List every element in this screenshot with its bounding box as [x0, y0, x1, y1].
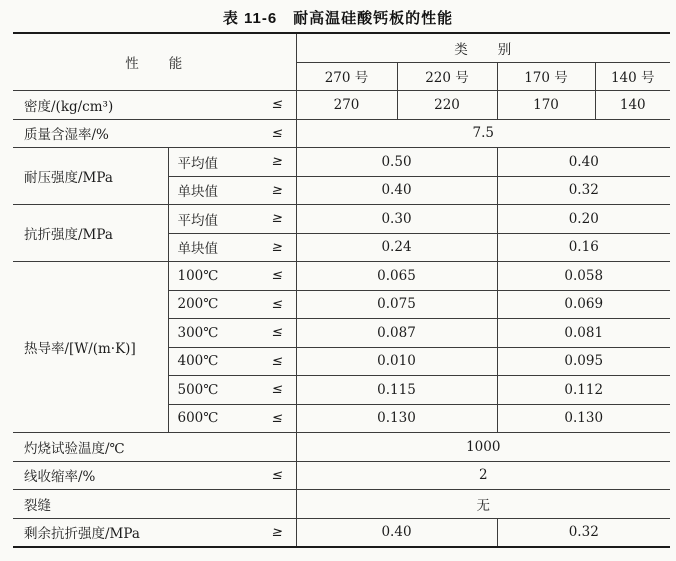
ge-symbol: ≥: [270, 182, 284, 198]
density-row: [13, 91, 670, 120]
le-symbol: ≤: [270, 268, 284, 284]
le-symbol: ≤: [270, 382, 284, 398]
cell-value: 1000: [466, 438, 501, 455]
compressive-avg-sublabel-cell: [168, 148, 296, 177]
sub-label: 单块值: [177, 184, 218, 201]
le-symbol: ≤: [270, 353, 284, 369]
cell-value: 0.115: [377, 381, 416, 398]
flexural-avg-sublabel-cell: [168, 205, 296, 234]
density-value-170: [497, 91, 595, 120]
row-label: 热导率/[W/(m·K)]: [24, 341, 136, 357]
thermal-600-high: [296, 404, 497, 433]
cell-value: 0.058: [564, 267, 604, 284]
table-title: 表 11-6 耐高温硅酸钙板的性能: [222, 10, 454, 27]
le-symbol: ≤: [270, 325, 284, 341]
property-header-label: 性 能: [125, 56, 184, 72]
cell-value: 0.40: [568, 153, 599, 170]
grade-label: 220 号: [425, 70, 469, 87]
flexural-single-sublabel-cell: [168, 233, 296, 262]
grade-header-140: [595, 62, 670, 91]
cell-value: 0.075: [377, 296, 416, 313]
compressive-avg-row: [13, 148, 670, 177]
residual-flexural-high: [296, 518, 497, 547]
performance-table: [13, 32, 670, 548]
grade-header-220: [397, 62, 497, 91]
compressive-single-high: [296, 176, 497, 205]
cell-value: 0.40: [381, 182, 412, 199]
density-value-220: [397, 91, 497, 120]
cell-value: 0.16: [568, 239, 599, 256]
thermal-400-sublabel-cell: [168, 347, 296, 376]
sub-label: 平均值: [177, 155, 218, 172]
ge-symbol: ≥: [270, 239, 284, 255]
ge-symbol: ≥: [270, 211, 284, 227]
flexural-avg-row: [13, 205, 670, 234]
le-symbol: ≤: [270, 97, 284, 113]
thermal-100-high: [296, 262, 497, 291]
grade-header-270: [296, 62, 397, 91]
flexural-label-cell: [13, 205, 168, 262]
thermal-300-high: [296, 319, 497, 348]
grade-header-170: [497, 62, 595, 91]
cell-value: 170: [533, 96, 559, 113]
compressive-single-sublabel-cell: [168, 176, 296, 205]
burn-test-row: [13, 433, 670, 462]
linear-shrinkage-row: [13, 461, 670, 490]
row-label: 耐压强度/MPa: [24, 170, 113, 186]
category-header-cell: [296, 33, 670, 62]
grade-label: 270 号: [324, 70, 369, 87]
thermal-600-sublabel-cell: [168, 404, 296, 433]
cell-value: 270: [333, 96, 360, 113]
thermal-500-high: [296, 376, 497, 405]
thermal-600-low: [497, 404, 670, 433]
sub-label: 单块值: [177, 241, 218, 258]
cell-value: 2: [478, 467, 488, 484]
residual-flexural-row: [13, 518, 670, 547]
thermal-500-sublabel-cell: [168, 376, 296, 405]
residual-flexural-low: [497, 518, 670, 547]
cell-value: 0.20: [568, 210, 599, 227]
cell-value: 220: [434, 96, 460, 113]
le-symbol: ≤: [270, 125, 284, 141]
cell-value: 0.30: [381, 210, 412, 227]
header-row-1: [13, 33, 670, 62]
compressive-avg-low: [497, 148, 670, 177]
row-label: 剩余抗折强度/MPa: [24, 526, 140, 543]
ge-symbol: ≥: [270, 524, 284, 540]
sub-label: 500℃: [177, 381, 219, 398]
cell-value: 0.130: [564, 410, 604, 427]
cell-value: 7.5: [472, 125, 494, 142]
sub-label: 平均值: [177, 212, 218, 229]
burn-test-value: [296, 433, 670, 462]
thermal-100-row: [13, 262, 670, 291]
cell-value: 0.095: [564, 353, 604, 370]
flexural-avg-low: [497, 205, 670, 234]
thermal-400-high: [296, 347, 497, 376]
cell-value: 0.50: [381, 153, 412, 170]
row-label: 灼烧试验温度/℃: [24, 440, 125, 457]
cracks-row: [13, 490, 670, 519]
category-header-label: 类 别: [454, 41, 513, 58]
cracks-label-cell: [13, 490, 296, 519]
sub-label: 200℃: [177, 296, 219, 313]
cell-value: 0.087: [377, 324, 416, 341]
sub-label: 600℃: [177, 410, 219, 427]
density-value-140: [595, 91, 670, 120]
cell-value: 0.32: [568, 182, 599, 199]
thermal-label-cell: [13, 262, 168, 433]
compressive-avg-high: [296, 148, 497, 177]
row-label: 裂缝: [24, 497, 51, 514]
flexural-single-high: [296, 233, 497, 262]
thermal-300-low: [497, 319, 670, 348]
moisture-row: [13, 119, 670, 148]
le-symbol: ≤: [270, 467, 284, 483]
grade-label: 140 号: [610, 70, 655, 87]
cell-value: 0.24: [381, 239, 412, 256]
cell-value: 0.081: [564, 324, 604, 341]
cell-value: 0.40: [381, 524, 412, 541]
moisture-label-cell: [13, 119, 296, 148]
cell-value: 0.32: [568, 524, 599, 541]
flexural-single-low: [497, 233, 670, 262]
row-label: 质量含湿率/%: [24, 127, 109, 144]
cell-value: 0.130: [377, 410, 416, 427]
thermal-500-low: [497, 376, 670, 405]
row-label: 线收缩率/%: [24, 469, 96, 486]
compressive-single-low: [497, 176, 670, 205]
flexural-avg-high: [296, 205, 497, 234]
row-label: 抗折强度/MPa: [24, 227, 113, 243]
compressive-label-cell: [13, 148, 168, 205]
cell-value: 140: [619, 96, 646, 113]
density-label-cell: [13, 91, 296, 120]
moisture-value: [296, 119, 670, 148]
thermal-100-sublabel-cell: [168, 262, 296, 291]
cell-value: 0.069: [564, 296, 604, 313]
grade-label: 170 号: [524, 70, 568, 87]
le-symbol: ≤: [270, 410, 284, 426]
burn-test-label-cell: [13, 433, 296, 462]
cracks-value: [296, 490, 670, 519]
sub-label: 300℃: [177, 324, 219, 341]
cell-value: 0.065: [377, 267, 416, 284]
thermal-300-sublabel-cell: [168, 319, 296, 348]
row-label: 密度/(kg/cm³): [24, 98, 114, 115]
cell-value: 无: [476, 497, 490, 514]
cell-value: 0.112: [564, 381, 604, 398]
linear-shrinkage-label-cell: [13, 461, 296, 490]
linear-shrinkage-value: [296, 461, 670, 490]
thermal-100-low: [497, 262, 670, 291]
density-value-270: [296, 91, 397, 120]
thermal-200-low: [497, 290, 670, 319]
property-header-cell: [13, 33, 296, 91]
ge-symbol: ≥: [270, 154, 284, 170]
thermal-400-low: [497, 347, 670, 376]
le-symbol: ≤: [270, 296, 284, 312]
cell-value: 0.010: [377, 353, 416, 370]
thermal-200-high: [296, 290, 497, 319]
sub-label: 400℃: [177, 353, 219, 370]
sub-label: 100℃: [177, 267, 219, 284]
thermal-200-sublabel-cell: [168, 290, 296, 319]
residual-flexural-label-cell: [13, 518, 296, 547]
